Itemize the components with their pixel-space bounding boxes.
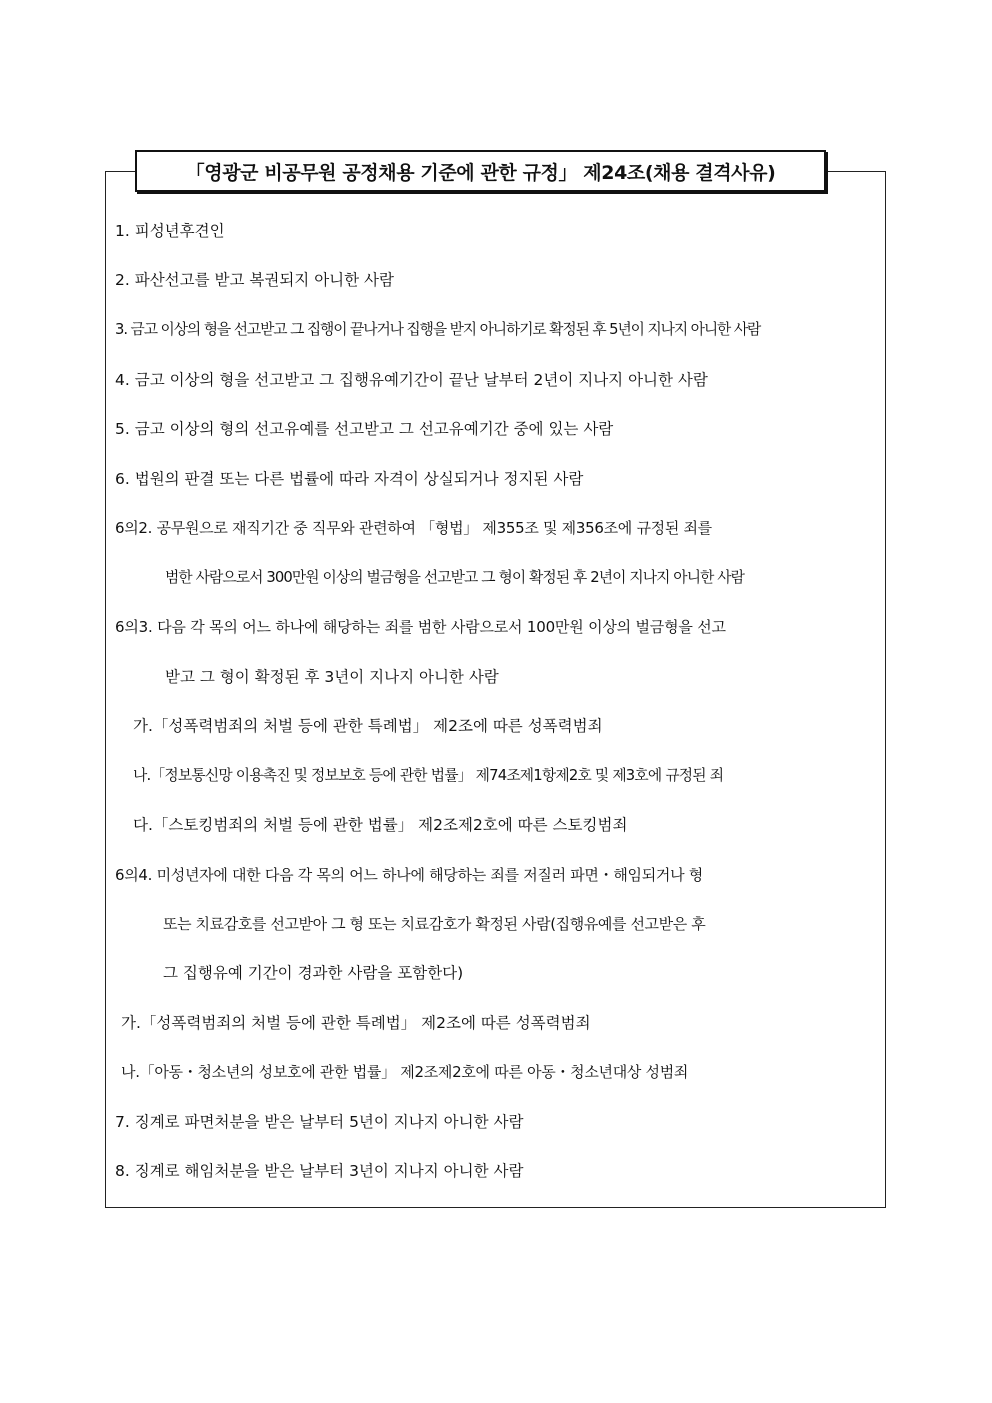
item-6-3-ga: 가.「성폭력범죄의 처벌 등에 관한 특례법」 제2조에 따른 성폭력범죄: [133, 717, 603, 735]
item-7: 7. 징계로 파면처분을 받은 날부터 5년이 지나지 아니한 사람: [115, 1113, 524, 1131]
item-6-2-cont: 범한 사람으로서 300만원 이상의 벌금형을 선고받고 그 형이 확정된 후 2년이 지나지 아니한 사람: [165, 569, 745, 586]
item-1: 1. 피성년후견인: [115, 222, 225, 240]
item-6-3: 6의3. 다음 각 목의 어느 하나에 해당하는 죄를 범한 사람으로서 100만원 이상의 벌금형을 선고: [115, 618, 726, 636]
item-6-4-cont-2: 그 집행유예 기간이 경과한 사람을 포함한다): [163, 964, 464, 982]
title-box: [135, 150, 826, 192]
item-6-3-cont: 받고 그 형이 확정된 후 3년이 지나지 아니한 사람: [165, 668, 499, 686]
item-8: 8. 징계로 해임처분을 받은 날부터 3년이 지나지 아니한 사람: [115, 1162, 524, 1180]
item-2: 2. 파산선고를 받고 복권되지 아니한 사람: [115, 271, 394, 289]
item-4: 4. 금고 이상의 형을 선고받고 그 집행유예기간이 끝난 날부터 2년이 지나지 아니한 사람: [115, 371, 708, 389]
item-6-3-na: 나.「정보통신망 이용촉진 및 정보보호 등에 관한 법률」 제74조제1항제2호 및 제3호에 규정된 죄: [133, 767, 724, 784]
item-6-4-ga: 가.「성폭력범죄의 처벌 등에 관한 특례법」 제2조에 따른 성폭력범죄: [121, 1014, 591, 1032]
item-6-2: 6의2. 공무원으로 재직기간 중 직무와 관련하여 「형법」 제355조 및 제356조에 규정된 죄를: [115, 519, 712, 537]
item-6-3-da: 다.「스토킹범죄의 처벌 등에 관한 법률」 제2조제2호에 따른 스토킹범죄: [133, 816, 628, 834]
item-6: 6. 법원의 판결 또는 다른 법률에 따라 자격이 상실되거나 정지된 사람: [115, 470, 584, 488]
item-6-4-na: 나.「아동・청소년의 성보호에 관한 법률」 제2조제2호에 따른 아동・청소년대상 성범죄: [121, 1063, 689, 1081]
item-6-4: 6의4. 미성년자에 대한 다음 각 목의 어느 하나에 해당하는 죄를 저질러 파면・해임되거나 형: [115, 866, 703, 884]
document-title: 「영광군 비공무원 공정채용 기준에 관한 규정」 제24조(채용 결격사유): [185, 161, 776, 184]
item-6-4-cont-1: 또는 치료감호를 선고받아 그 형 또는 치료감호가 확정된 사람(집행유예를 선고받은 후: [163, 915, 706, 933]
item-5: 5. 금고 이상의 형의 선고유예를 선고받고 그 선고유예기간 중에 있는 사람: [115, 420, 614, 438]
item-3: 3. 금고 이상의 형을 선고받고 그 집행이 끝나거나 집행을 받지 아니하기로 확정된 후 5년이 지나지 아니한 사람: [115, 321, 761, 338]
